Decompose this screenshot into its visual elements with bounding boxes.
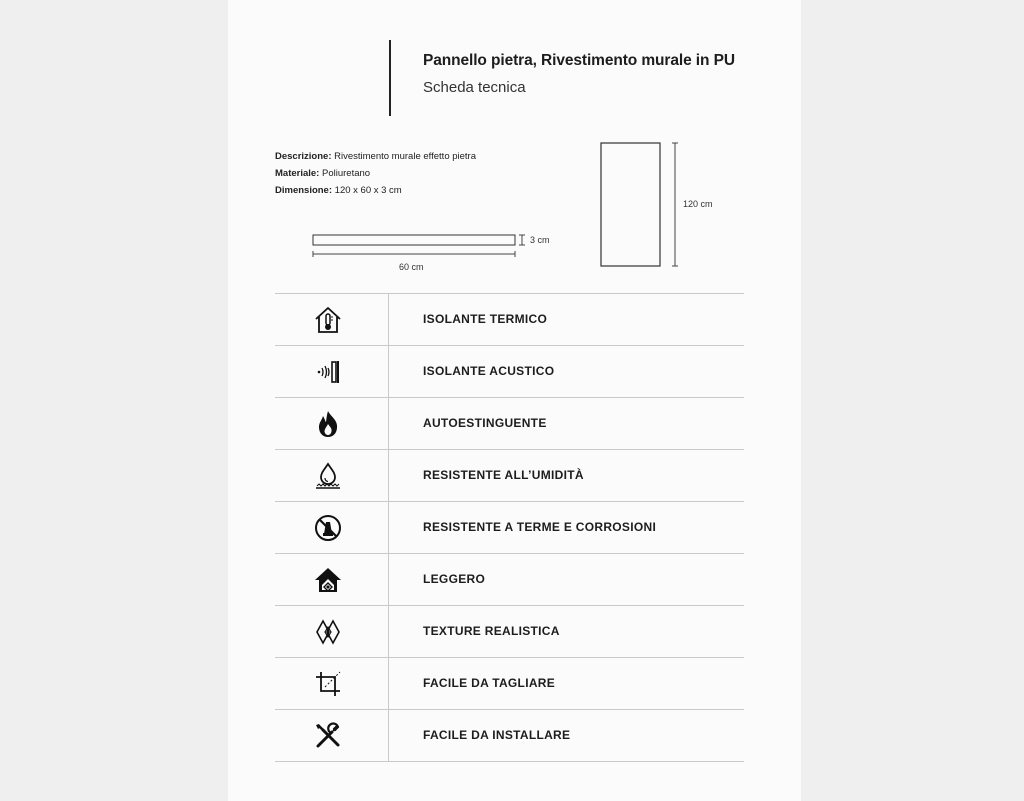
- row-divider: [388, 554, 389, 605]
- spec-dimension-value: 120 x 60 x 3 cm: [332, 185, 402, 196]
- row-divider: [388, 710, 389, 761]
- feature-row: [275, 397, 744, 449]
- feature-label: ISOLANTE ACUSTICO: [423, 364, 555, 378]
- width-label: 60 cm: [399, 262, 424, 272]
- feature-label: RESISTENTE ALL’UMIDITÀ: [423, 468, 584, 482]
- row-divider: [388, 450, 389, 501]
- feature-label: LEGGERO: [423, 572, 486, 586]
- height-label: 120 cm: [683, 199, 713, 209]
- feature-row: [275, 553, 744, 605]
- sound-wall-icon: [313, 357, 343, 387]
- feature-row: [275, 345, 744, 397]
- spec-description-label: Descrizione:: [275, 151, 332, 162]
- feature-row: [275, 657, 744, 709]
- house-thermometer-icon: [313, 305, 343, 335]
- row-divider: [388, 502, 389, 553]
- panel-side-view: [313, 235, 515, 245]
- light-house-icon: [313, 565, 343, 595]
- feature-label: ISOLANTE TERMICO: [423, 312, 548, 326]
- texture-diamond-icon: [313, 617, 343, 647]
- feature-label: TEXTURE REALISTICA: [423, 624, 560, 638]
- spec-material-label: Materiale:: [275, 168, 320, 179]
- height-dimension-line: [672, 143, 678, 266]
- panel-front-view: [601, 143, 660, 266]
- feature-label: FACILE DA TAGLIARE: [423, 676, 556, 690]
- page-subtitle: Scheda tecnica: [423, 79, 526, 96]
- crop-cut-icon: [313, 669, 343, 699]
- no-corrosion-icon: [313, 513, 343, 543]
- row-divider: [388, 606, 389, 657]
- feature-row: [275, 709, 744, 762]
- thickness-label: 3 cm: [530, 235, 550, 245]
- spec-dimension-label: Dimensione:: [275, 185, 333, 196]
- row-divider: [388, 346, 389, 397]
- row-divider: [388, 294, 389, 345]
- row-divider: [388, 658, 389, 709]
- feature-label: FACILE DA INSTALLARE: [423, 728, 571, 742]
- row-divider: [388, 398, 389, 449]
- tools-icon: [313, 721, 343, 751]
- page-title: Pannello pietra, Rivestimento murale in PU: [423, 52, 735, 69]
- feature-label: RESISTENTE A TERME E CORROSIONI: [423, 520, 657, 534]
- flame-icon: [313, 409, 343, 439]
- spec-description-value: Rivestimento murale effetto pietra: [331, 151, 477, 162]
- feature-row: [275, 501, 744, 553]
- feature-label: AUTOESTINGUENTE: [423, 416, 547, 430]
- feature-row: [275, 293, 744, 345]
- thickness-dimension-line: [519, 235, 525, 245]
- feature-list: [275, 293, 744, 762]
- width-dimension-line: [313, 251, 515, 257]
- feature-row: [275, 605, 744, 657]
- water-drop-icon: [313, 461, 343, 491]
- spec-material-value: Poliuretano: [319, 168, 371, 179]
- feature-row: [275, 449, 744, 501]
